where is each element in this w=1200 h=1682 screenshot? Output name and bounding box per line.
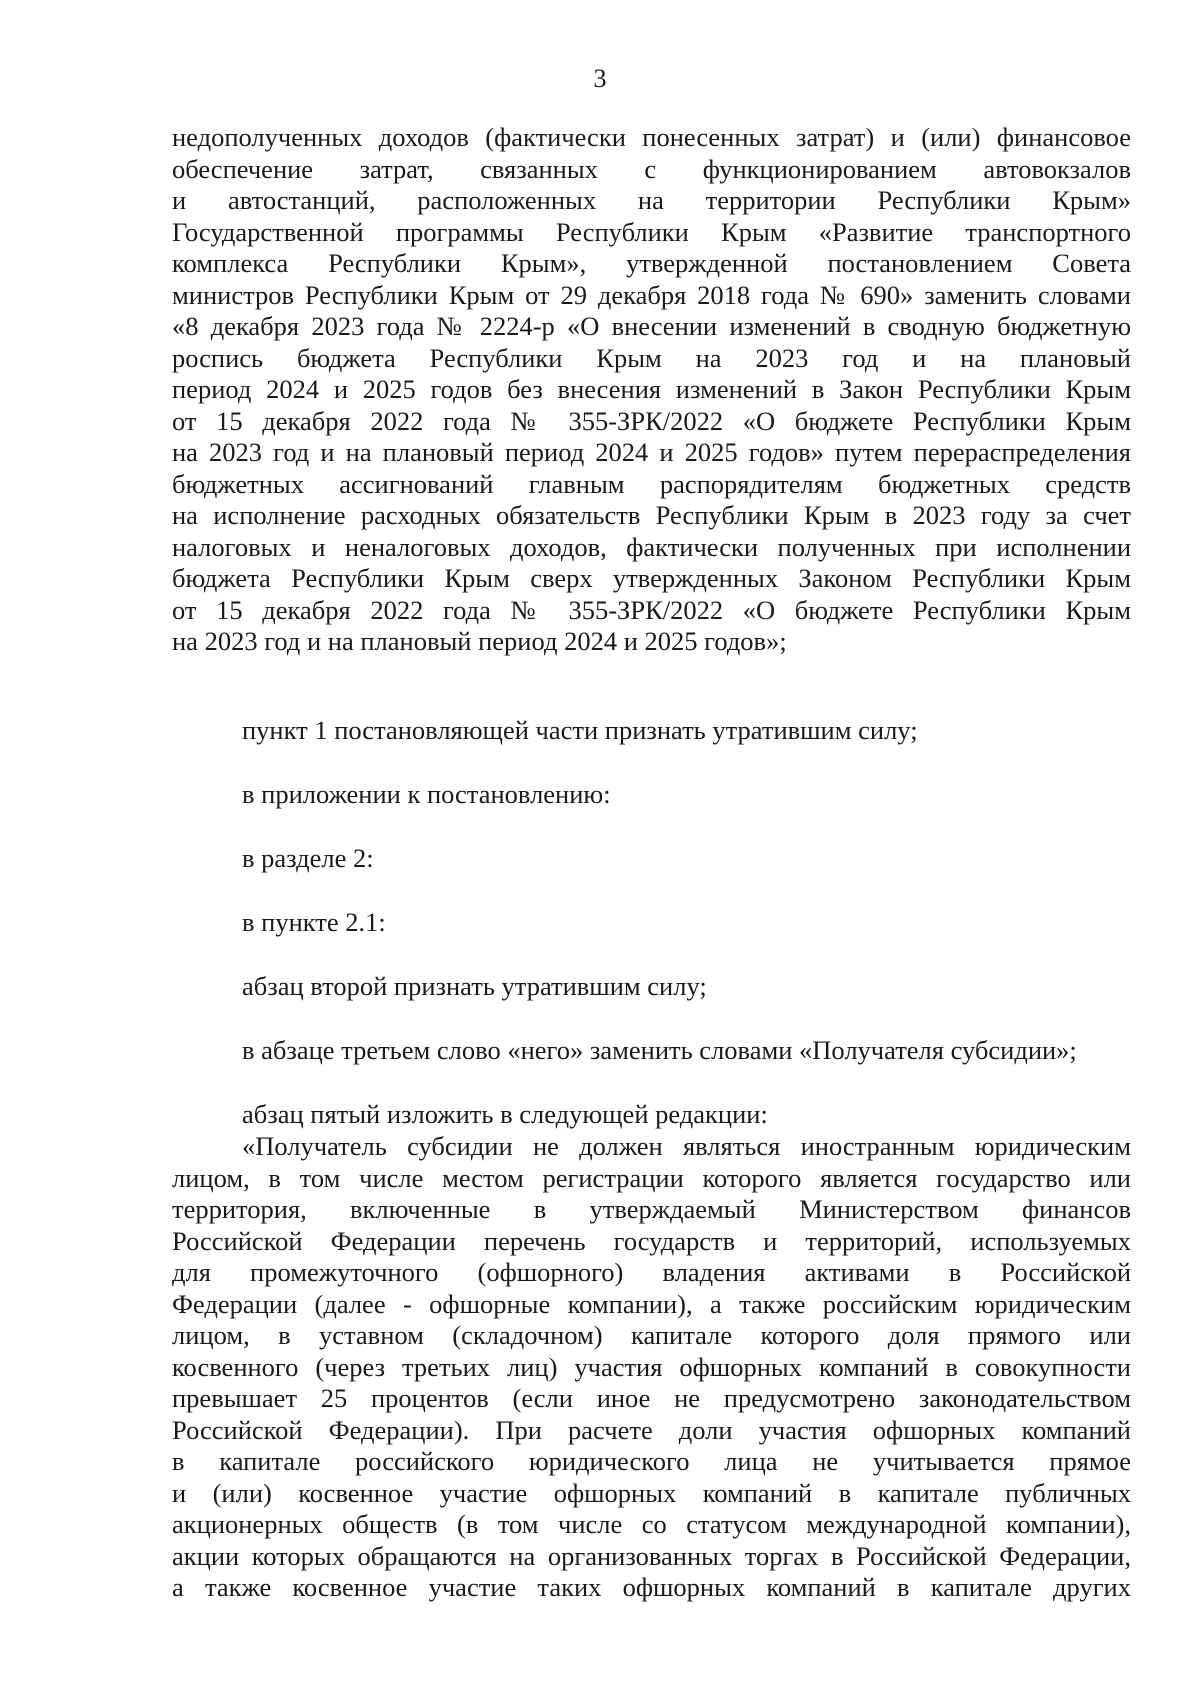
paragraph-abzac-3: в абзаце третьем слово «него» заменить словами «Получателя субсидии»; (242, 1035, 1077, 1065)
text-line: превышает 25 процентов (если иное не предусмотрено законодательством (172, 1383, 1131, 1413)
text-line: для промежуточного (офшорного) владения активами в Российской (172, 1257, 1131, 1287)
text-line: Федерации (далее - офшорные компании), а также российским юридическим (172, 1288, 1131, 1319)
text-line: на исполнение расходных обязательств Республики Крым в 2023 году за счет (172, 500, 1131, 530)
text-line: и автостанций, расположенных на территории Республики Крым» (172, 185, 1131, 215)
new-wording-text-block (172, 1131, 1131, 1604)
text-line: на 2023 год и на плановый период 2024 и 2025 годов»; (172, 626, 787, 656)
amendment-text-block (172, 122, 1131, 658)
text-line: лицом, в уставном (складочном) капитале которого доля прямого или (172, 1320, 1131, 1350)
text-line: на 2023 год и на плановый период 2024 и 2025 годов» путем перераспределения (172, 437, 1131, 467)
paragraph-appendix: в приложении к постановлению: (242, 779, 611, 809)
paragraph-item-2-1: в пункте 2.1: (242, 907, 386, 937)
text-line: и (или) косвенное участие офшорных компаний в капитале публичных (172, 1477, 1131, 1508)
paragraph-section-2: в разделе 2: (242, 843, 374, 873)
text-line: «Получатель субсидии не должен являться иностранным юридическим (242, 1131, 1131, 1161)
text-line: налоговых и неналоговых доходов, фактически полученных при исполнении (172, 531, 1131, 562)
text-line: акции которых обращаются на организованных торгах в Российской Федерации, (172, 1540, 1131, 1571)
text-line: лицом, в том числе местом регистрации которого является государство или (172, 1162, 1131, 1193)
text-line: бюджета Республики Крым сверх утвержденных Законом Республики Крым (172, 563, 1131, 593)
text-line: от 15 декабря 2022 года № 355-ЗРК/2022 «О бюджете Республики Крым (172, 594, 1131, 625)
text-line: недополученных доходов (фактически понесенных затрат) и (или) финансовое (172, 122, 1131, 152)
page-number: 3 (593, 64, 607, 93)
text-line: «8 декабря 2023 года № 2224-р «О внесении изменений в сводную бюджетную (172, 311, 1131, 341)
text-line: Российской Федерации). При расчете доли участия офшорных компаний (172, 1414, 1131, 1445)
text-line: а также косвенное участие таких офшорных компаний в капитале других (172, 1572, 1131, 1602)
text-line: министров Республики Крым от 29 декабря 2018 года № 690» заменить словами (172, 279, 1131, 310)
text-line: от 15 декабря 2022 года № 355-ЗРК/2022 «О бюджете Республики Крым (172, 405, 1131, 436)
paragraph-abzac-2: абзац второй признать утратившим силу; (242, 971, 707, 1001)
text-line: акционерных обществ (в том числе со статусом международной компании), (172, 1509, 1131, 1539)
text-line: Российской Федерации перечень государств и территорий, используемых (172, 1225, 1131, 1256)
text-line: роспись бюджета Республики Крым на 2023 год и на плановый (172, 342, 1131, 373)
paragraph-abzac-5: абзац пятый изложить в следующей редакции: (242, 1099, 768, 1129)
text-line: территория, включенные в утверждаемый Министерством финансов (172, 1194, 1131, 1224)
text-line: косвенного (через третьих лиц) участия офшорных компаний в совокупности (172, 1351, 1131, 1382)
paragraph-clause-1: пункт 1 постановляющей части признать утратившим силу; (242, 715, 918, 745)
text-line: бюджетных ассигнований главным распорядителям бюджетных средств (172, 468, 1131, 499)
text-line: комплекса Республики Крым», утвержденной постановлением Совета (172, 248, 1131, 278)
text-line: в капитале российского юридического лица не учитывается прямое (172, 1446, 1131, 1476)
text-line: период 2024 и 2025 годов без внесения изменений в Закон Республики Крым (172, 374, 1131, 404)
text-line: обеспечение затрат, связанных с функционированием автовокзалов (172, 153, 1131, 184)
text-line: Государственной программы Республики Крым «Развитие транспортного (172, 216, 1131, 247)
